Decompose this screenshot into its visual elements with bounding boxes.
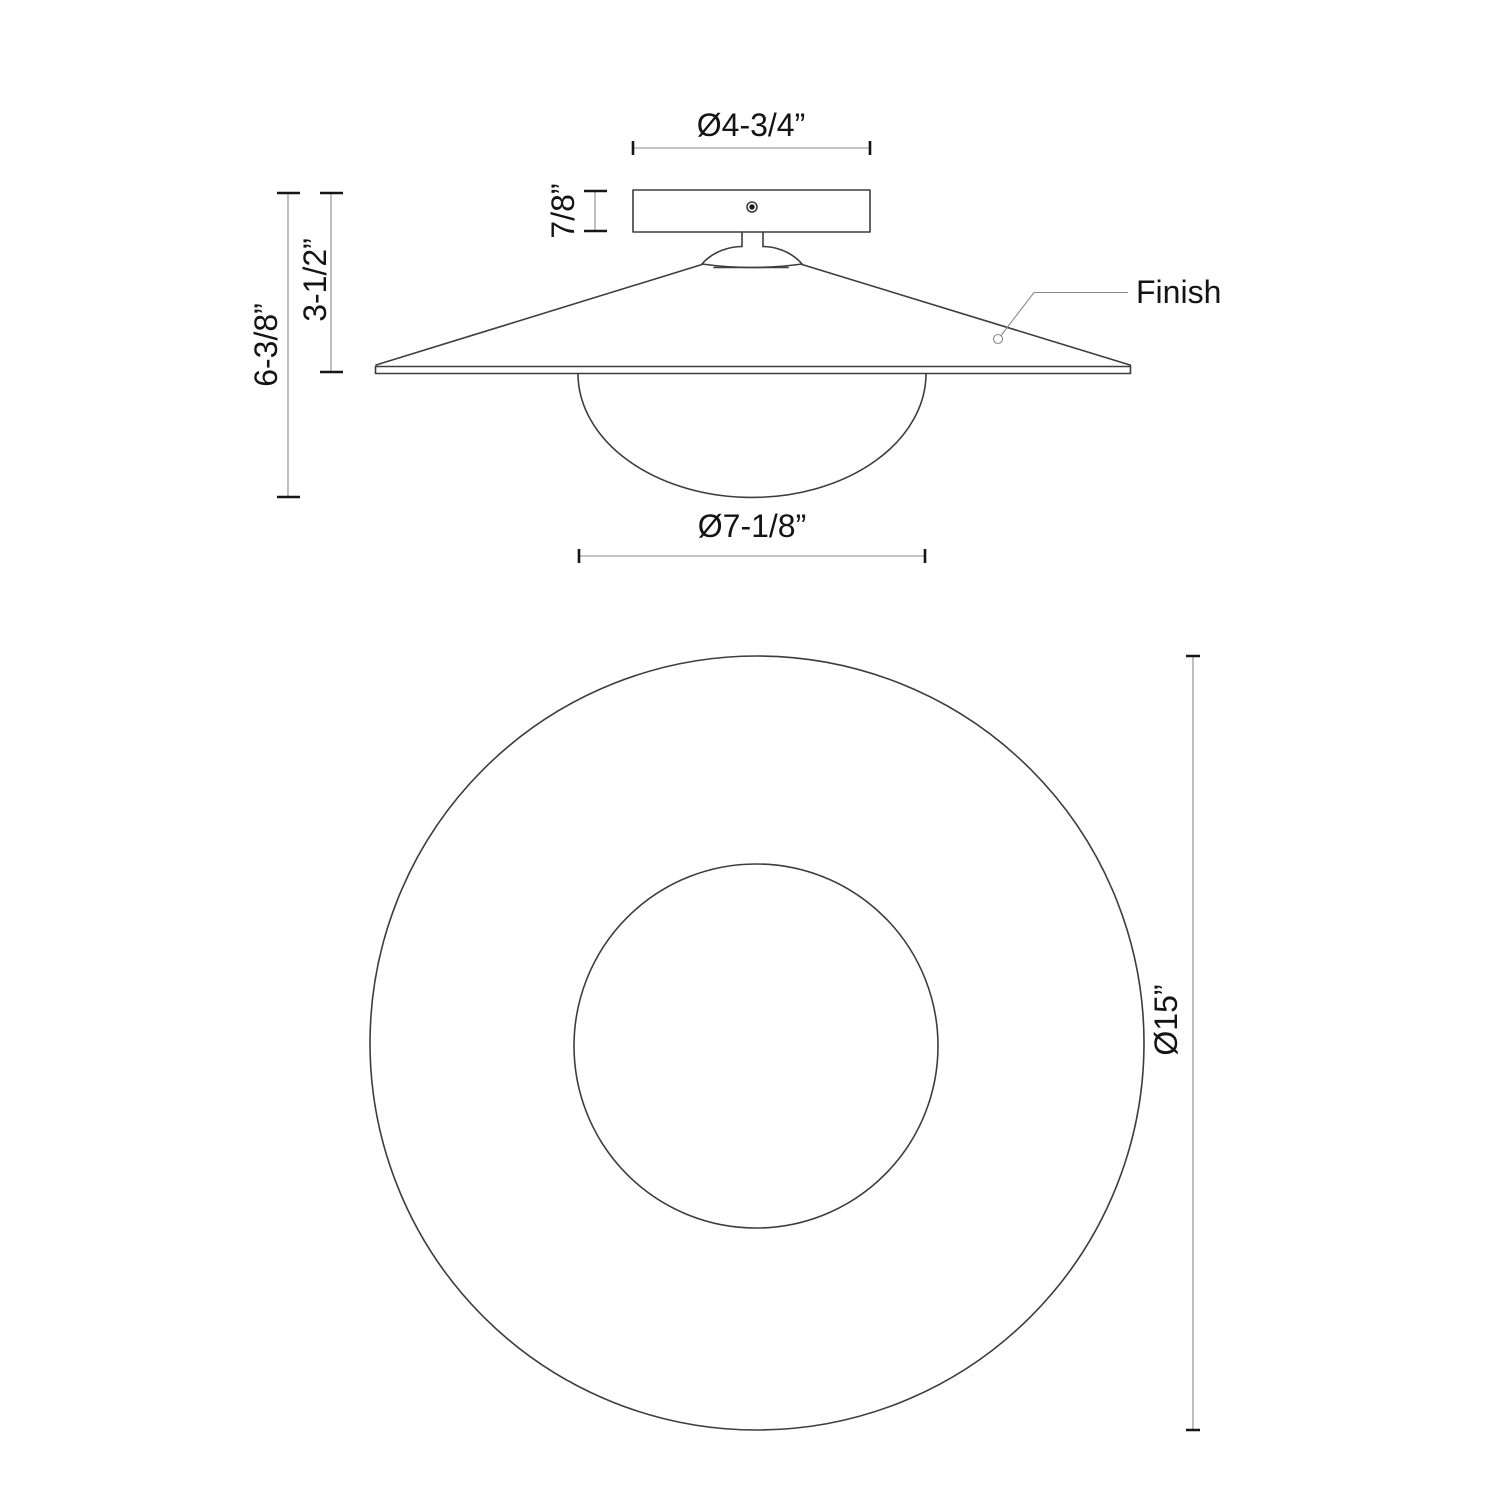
- glass-diffuser-dome: [578, 374, 926, 498]
- finish-leader-marker: [994, 335, 1003, 344]
- screw-head-dot: [749, 204, 754, 209]
- plan-outer-circle: [370, 656, 1144, 1430]
- dimension-lines: [288, 148, 1193, 1430]
- label-shade-drop: 3-1/2”: [297, 238, 333, 322]
- canopy-outline: [633, 190, 870, 232]
- dimension-labels: [248, 107, 1221, 1056]
- object-lines: [370, 190, 1144, 1430]
- shade-cone-left-edge: [376, 265, 702, 366]
- dimension-ticks: [277, 141, 1200, 1430]
- label-overall-height: 6-3/8”: [248, 303, 284, 387]
- label-finish-callout: Finish: [1136, 274, 1222, 310]
- shade-disc-edge: [376, 366, 1131, 374]
- label-overall-diameter: Ø15”: [1148, 984, 1184, 1056]
- holder-bell-curve: [702, 247, 802, 265]
- stem-lines: [742, 232, 763, 247]
- finish-leader-line: [1001, 293, 1128, 336]
- label-diffuser-diameter: Ø7-1/8”: [697, 508, 807, 544]
- label-canopy-height: 7/8”: [545, 183, 581, 239]
- label-canopy-diameter: Ø4-3/4”: [696, 107, 806, 143]
- shade-cone-right-edge: [802, 265, 1130, 366]
- plan-inner-circle: [574, 864, 938, 1228]
